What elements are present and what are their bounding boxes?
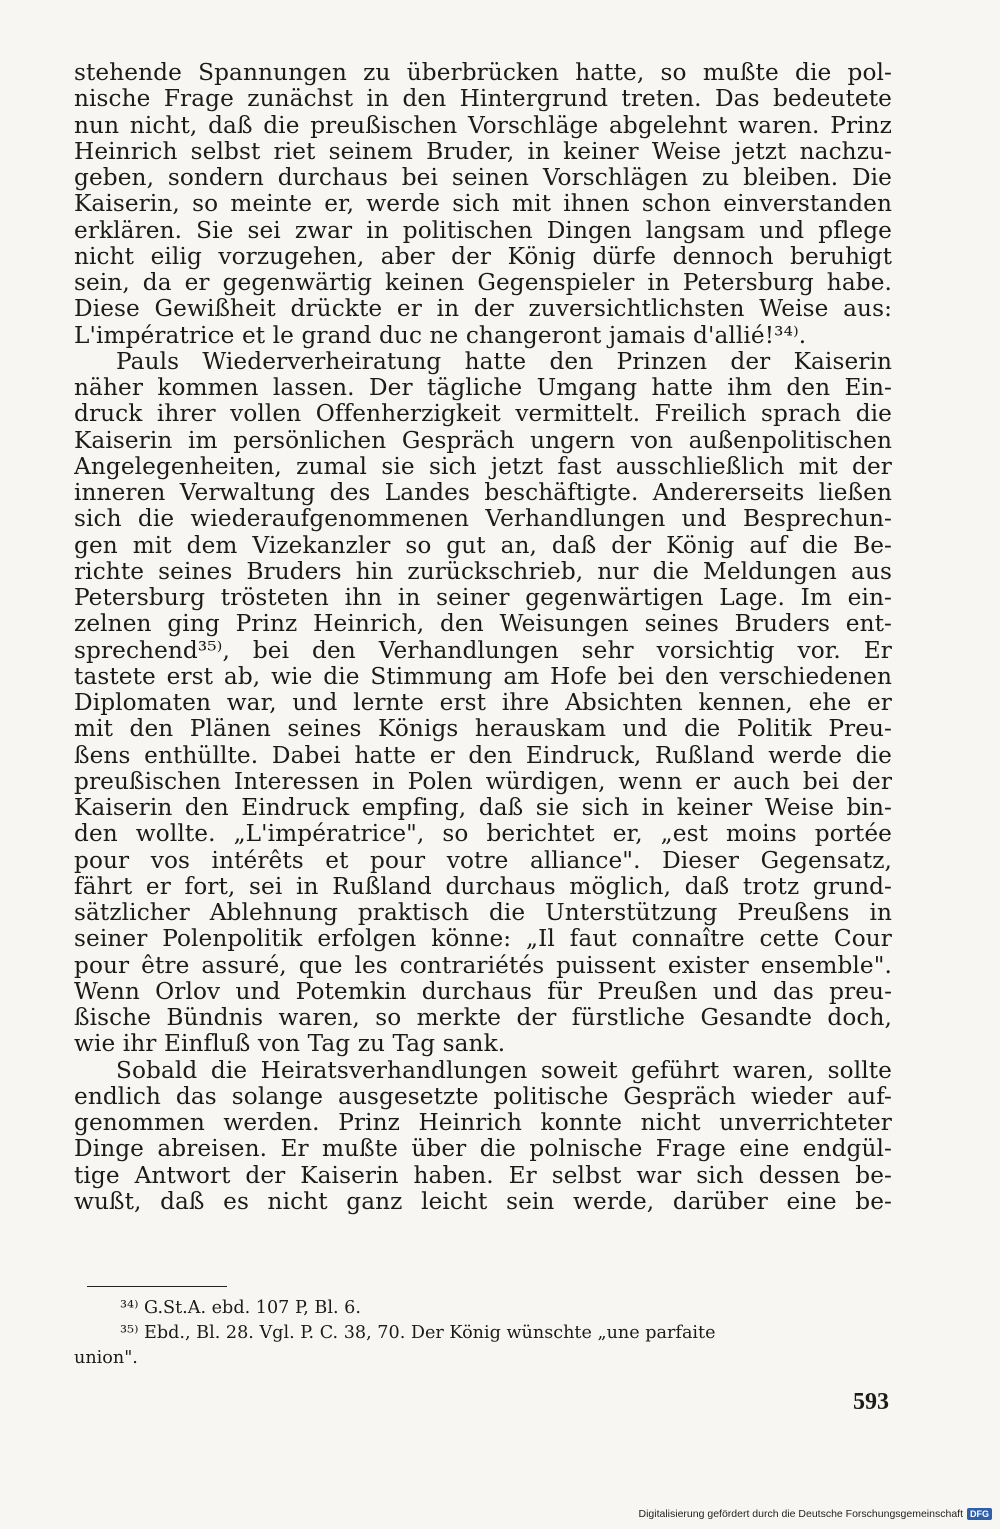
page-number: 593 [853,1389,889,1415]
text-line: endlich das solange ausgesetzte politische Gespräch wieder auf- [74,1083,892,1110]
footnote-rule [87,1286,227,1287]
text-line: erklären. Sie sei zwar in politischen Dingen langsam und pflege [74,217,892,244]
text-line: sich die wiederaufgenommenen Verhandlungen und Besprechun- [74,506,892,533]
text-line: wie ihr Einfluß von Tag zu Tag sank. [74,1031,506,1058]
footnotes [74,1296,894,1371]
text-line: Kaiserin, so meinte er, werde sich mit ihnen schon einverstanden [74,191,892,218]
text-line: pour vos intérêts et pour votre alliance". Dieser Gegensatz, [74,847,892,874]
text-line: mit den Plänen seines Königs herauskam und die Politik Preu- [74,716,892,743]
text-line: Diplomaten war, und lernte erst ihre Absichten kennen, ehe er [74,690,892,716]
text-line: sätzlicher Ablehnung praktisch die Unterstützung Preußens in [74,900,892,926]
footnote-35: ³⁵⁾ Ebd., Bl. 28. Vgl. P. C. 38, 70. Der König wünschte „une parfaite [120,1323,716,1343]
text-line: genommen werden. Prinz Heinrich konnte nicht unverrichteter [74,1110,892,1136]
text-line: Pauls Wiederverheiratung hatte den Prinzen der Kaiserin [116,348,892,375]
text-line: Petersburg trösteten ihn in seiner gegenwärtigen Lage. Im ein- [74,585,892,611]
text-line: inneren Verwaltung des Landes beschäftigte. Andererseits ließen [74,480,892,506]
text-line: Diese Gewißheit drückte er in der zuversichtlichsten Weise aus: [74,296,892,323]
text-line: tige Antwort der Kaiserin haben. Er selbst war sich dessen be- [74,1162,892,1189]
text-line: Wenn Orlov und Potemkin durchaus für Preußen und das preu- [74,978,892,1005]
body-text [74,60,892,1215]
text-line: seiner Polenpolitik erfolgen könne: „Il faut connaître cette Cour [74,926,892,953]
text-line: nun nicht, daß die preußischen Vorschläge abgelehnt waren. Prinz [74,112,892,139]
text-line: sprechend³⁵⁾, bei den Verhandlungen sehr vorsichtig vor. Er [74,637,892,664]
text-line: preußischen Interessen in Polen würdigen, wenn er auch bei der [74,768,892,795]
footnote-34: ³⁴⁾ G.St.A. ebd. 107 P, Bl. 6. [120,1298,361,1318]
text-line: gen mit dem Vizekanzler so gut an, daß der König auf die Be- [74,532,892,559]
text-line: stehende Spannungen zu überbrücken hatte, so mußte die pol- [74,60,892,86]
text-line: den wollte. „L'impératrice", so berichtet er, „est moins portée [74,821,892,848]
text-line: tastete erst ab, wie die Stimmung am Hofe bei den verschiedenen [74,663,892,690]
text-line: geben, sondern durchaus bei seinen Vorschlägen zu bleiben. Die [74,165,892,191]
text-line: nische Frage zunächst in den Hintergrund treten. Das bedeutete [74,86,892,113]
text-line: druck ihrer vollen Offenherzigkeit vermittelt. Freilich sprach die [74,401,892,428]
text-line: ßische Bündnis waren, so merkte der fürstliche Gesandte doch, [74,1005,892,1031]
text-line: ßens enthüllte. Dabei hatte er den Eindruck, Rußland werde die [74,742,892,769]
text-line: näher kommen lassen. Der tägliche Umgang hatte ihm den Ein- [74,375,892,401]
text-line: Sobald die Heiratsverhandlungen soweit geführt waren, sollte [116,1057,892,1084]
text-line: richte seines Bruders hin zurückschrieb, nur die Meldungen aus [74,558,892,585]
text-line: Heinrich selbst riet seinem Bruder, in keiner Weise jetzt nachzu- [74,138,892,165]
footnote-35-continued: union". [74,1348,138,1368]
credit-text: Digitalisierung gefördert durch die Deutsche Forschungsgemeinschaft [638,1508,963,1520]
text-line: Dinge abreisen. Er mußte über die polnische Frage eine endgül- [74,1136,892,1163]
text-line: Angelegenheiten, zumal sie sich jetzt fast ausschließlich mit der [74,453,892,480]
text-line: nicht eilig vorzugehen, aber der König dürfe dennoch beruhigt [74,243,892,270]
text-line: L'impératrice et le grand duc ne changeront jamais d'allié!³⁴⁾. [74,322,807,349]
text-line: Kaiserin den Eindruck empfing, daß sie sich in keiner Weise bin- [74,795,892,821]
text-line: pour être assuré, que les contrariétés puissent exister ensemble". [74,952,892,979]
dfg-logo-icon: DFG [967,1508,992,1520]
digitization-credit [638,1508,992,1520]
text-line: zelnen ging Prinz Heinrich, den Weisungen seines Bruders ent- [74,611,892,638]
text-line: fährt er fort, sei in Rußland durchaus möglich, daß trotz grund- [74,873,892,900]
text-line: Kaiserin im persönlichen Gespräch ungern von außenpolitischen [74,427,892,454]
text-line: sein, da er gegenwärtig keinen Gegenspieler in Petersburg habe. [74,270,892,296]
text-line: wußt, daß es nicht ganz leicht sein werde, darüber eine be- [74,1188,892,1215]
